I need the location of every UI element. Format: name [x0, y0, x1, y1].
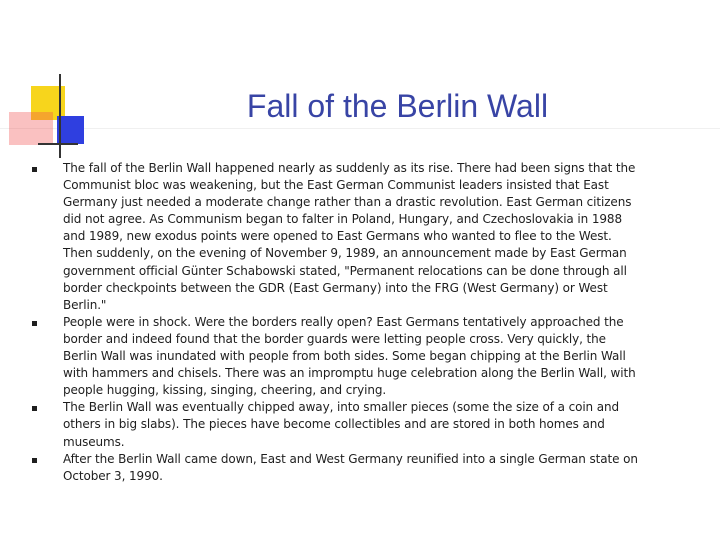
bullet-text: The fall of the Berlin Wall happened nearly as suddenly as its rise. There had been signs that the Communist bloc was weakening, but the East German Communist leaders insisted that East Germany just needed a moderate change rather than a drastic revolution. East German citizens did not agree. As Communism began to falter in Poland, Hungary, and Czechoslovakia in 1988 and 1989, new exodus points were opened to East Germans who wanted to flee to the West. Then suddenly, on the evening of November 9, 1989, an announcement made by East German government official Günter Schabowski stated, "Permanent relocations can be done through all border checkpoints between the GDR (East Germany) into the FRG (West Germany) or West Berlin."	[63, 161, 636, 312]
bullet-item	[30, 160, 640, 314]
bullet-item	[30, 451, 640, 485]
decorative-vertical-line	[59, 74, 61, 158]
bullet-item	[30, 399, 640, 450]
bullet-list	[30, 160, 640, 485]
bullet-text: After the Berlin Wall came down, East and West Germany reunified into a single German state on October 3, 1990.	[63, 451, 638, 483]
decorative-horizontal-line	[38, 143, 78, 145]
square-bullet-icon	[32, 321, 37, 326]
square-bullet-icon	[32, 458, 37, 463]
bullet-text: The Berlin Wall was eventually chipped away, into smaller pieces (some the size of a coin and others in big slabs). The pieces have become collectibles and are stored in both homes and museums.	[63, 400, 620, 449]
square-bullet-icon	[32, 167, 37, 172]
bullet-text: People were in shock. Were the borders really open? East Germans tentatively approached the border and indeed found that the border guards were letting people cross. Very quickly, the Berlin Wall was inundated with people from both sides. Some began chipping at the Berlin Wall with hammers and chisels. There was an impromptu huge celebration along the Berlin Wall, with people hugging, kissing, singing, cheering, and crying.	[63, 314, 636, 398]
decorative-blue-square	[57, 116, 84, 144]
decorative-red-square	[9, 112, 53, 145]
slide-title: Fall of the Berlin Wall	[246, 88, 549, 124]
square-bullet-icon	[32, 406, 37, 411]
title-divider	[0, 128, 720, 129]
bullet-item	[30, 314, 640, 399]
